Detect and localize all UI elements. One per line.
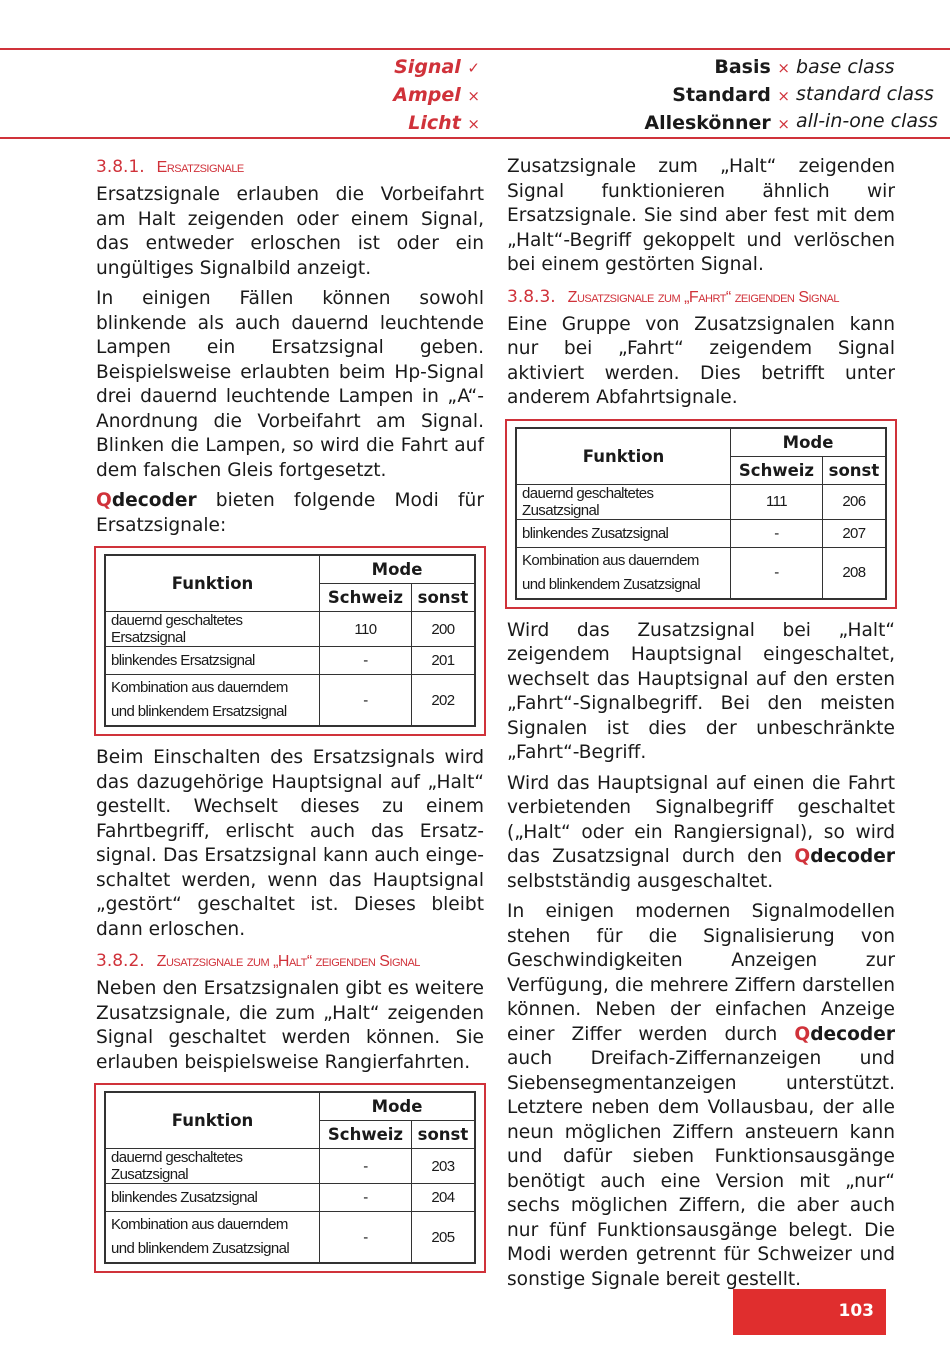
class-alles-desc: all-in-one class — [796, 110, 938, 132]
header-top-rule — [0, 48, 950, 50]
class-basis: Basis × — [714, 56, 790, 78]
paragraph: In einigen modernen Signalmodellen stehen für die Signalisierung von Geschwindigkeiten Anzeigen zur Verfügung, die mehrere Ziffern darstellen können. Neben der einfachen Anzeige einer Ziffer werden durch Qdecoder auch Dreifach-Ziffernanzeigen und Siebensegmentanzeigen unterstützt. Letztere neben dem Vollausbau, der alle neun möglichen Ziffern ansteuern kann und dafür sieben Funktionsausgänge benötigt auch eine Version mit „nur“ sechs möglichen Ziffern, die aber auch nur fünf Funktionsausgänge belegt. Die Modi werden getrennt für Schweizer und sonstige Signale bereit gestellt. — [507, 901, 895, 1290]
table-row: Kombination aus dauerndem und blinkendem Ersatzsignal - 202 — [105, 675, 475, 727]
paragraph: Wird das Hauptsignal auf einen die Fahrt verbietenden Signalbegriff geschaltet („Halt“ oder ein Rangiersignal), so wird das Zusatzsignal durch den Qdecoder selbstständig ausgeschaltet. — [507, 772, 895, 892]
paragraph: In einigen Fällen können sowohl blinkende als auch dauernd leuchtende Lampen ein Ersatzsignal geben. Beispielsweise erlaubten beim Hp-Signal drei dauernd leuchtende Lampen in „A“-Anordnung die Vorbeifahrt am Signal. Blinken die Lampen, so wird die Fahrt auf dem falschen Gleis fortgesetzt. — [96, 288, 484, 481]
class-standard-desc: standard class — [796, 83, 934, 105]
table-row: blinkendes Zusatzsignal - 204 — [105, 1184, 475, 1212]
variant-signal: Signal ✓ — [394, 56, 480, 78]
variant-ampel: Ampel × — [393, 84, 480, 106]
brand-q: Q — [794, 846, 811, 867]
paragraph: Qdecoder bieten folgende Modi für Ersatzsignale: — [96, 490, 484, 536]
cross-icon: × — [777, 59, 790, 77]
brand-q: Q — [96, 490, 112, 511]
variant-list — [300, 54, 480, 138]
brand-decoder: decoder — [810, 846, 895, 867]
paragraph: Wird das Zusatzsignal bei „Halt“ zeigendem Hauptsignal eingeschaltet, wechselt das Hauptsignal auf den ersten „Fahrt“-Signalbegriff. Bei den meisten Signalen ist dies der unbeschränkte „Fahrt“-Begriff. — [507, 619, 895, 763]
table-row: Kombination aus dauerndem und blinkendem Zusatzsignal - 208 — [516, 547, 886, 599]
mode-table-zusatzsignale-fahrt: Funktion Mode Schweiz sonst dauernd geschaltetes Zusatzsignal 111 206 blinkendes Zusatzsignal - 207 Kombination aus dauerndem und blinkendem Zusatzsignal - 208 — [505, 419, 897, 609]
mode-table-zusatzsignale-halt: Funktion Mode Schweiz sonst dauernd geschaltetes Zusatzsignal - 203 blinkendes Zusatzsignal - 204 Kombination aus dauerndem und blinkendem Zusatzsignal - 205 — [94, 1083, 486, 1273]
left-column — [96, 150, 484, 1283]
cross-icon: × — [777, 87, 790, 105]
brand-q: Q — [794, 1023, 811, 1045]
right-column — [507, 150, 895, 1298]
variant-licht: Licht × — [408, 112, 480, 134]
page-number: 103 — [733, 1289, 886, 1335]
cross-icon: × — [467, 115, 480, 133]
class-descriptions — [796, 54, 946, 135]
paragraph: Ersatzsignale erlauben die Vorbeifahrt am Halt zeigenden oder einem Signal, das entweder erloschen ist oder ein ungültiges Signalbild anzeigt. — [96, 184, 484, 279]
brand-decoder: decoder — [810, 1023, 895, 1045]
class-basis-desc: base class — [796, 56, 895, 78]
section-heading-3-8-2: 3.8.2. Zusatzsignale zum „Halt“ zeigenden Signal — [96, 951, 420, 971]
paragraph: Eine Gruppe von Zusatzsignalen kann nur bei „Fahrt“ zeigendem Signal aktiviert werden. Dies betrifft unter anderem Abfahrtsignale. — [507, 313, 895, 408]
table-row: dauernd geschaltetes Ersatzsignal 110 200 — [105, 612, 475, 647]
paragraph: Neben den Ersatzsignalen gibt es weitere Zusatzsignale, die zum „Halt“ zeigenden Signal geschaltet werden können. Sie erlauben beispielsweise Rangierfahrten. — [96, 978, 484, 1073]
class-list — [560, 54, 790, 138]
table-row: Kombination aus dauerndem und blinkendem Zusatzsignal - 205 — [105, 1212, 475, 1264]
table-row: dauernd geschaltetes Zusatzsignal 111 206 — [516, 484, 886, 519]
class-standard: Standard × — [672, 84, 790, 106]
mode-table-ersatzsignale: Funktion Mode Schweiz sonst dauernd geschaltetes Ersatzsignal 110 200 blinkendes Ersatzsignal - 201 Kombination aus dauerndem und blinkendem Ersatzsignal - 202 — [94, 546, 486, 736]
class-alles: Alleskönner × — [644, 112, 790, 134]
brand-decoder: decoder — [111, 490, 197, 511]
table-row: dauernd geschaltetes Zusatzsignal - 203 — [105, 1149, 475, 1184]
paragraph: Zusatzsignale zum „Halt“ zeigenden Signal funktionieren ähnlich wir Ersatzsignale. Sie sind aber fest mit dem „Halt“-Begriff gekoppelt und verlöschen bei einem gestörten Signal. — [507, 156, 895, 275]
table-row: blinkendes Ersatzsignal - 201 — [105, 647, 475, 675]
cross-icon: × — [467, 87, 480, 105]
table-row: blinkendes Zusatzsignal - 207 — [516, 519, 886, 547]
section-heading-3-8-3: 3.8.3. Zusatzsignale zum „Fahrt“ zeigenden Signal — [507, 286, 840, 307]
paragraph: Beim Einschalten des Ersatzsignals wird das dazugehörige Hauptsignal auf „Halt“ gestellt. Wechselt dieses zu einem Fahrtbegriff, erlischt auch das Ersatzsignal. Das Ersatzsignal kann auch eingeschaltet werden, wenn das Hauptsignal „gestört“ geschaltet ist. Dieses bleibt dann erloschen. — [96, 747, 484, 940]
cross-icon: × — [777, 115, 790, 133]
section-heading-3-8-1: 3.8.1. Ersatzsignale — [96, 157, 244, 177]
check-icon: ✓ — [467, 59, 480, 77]
